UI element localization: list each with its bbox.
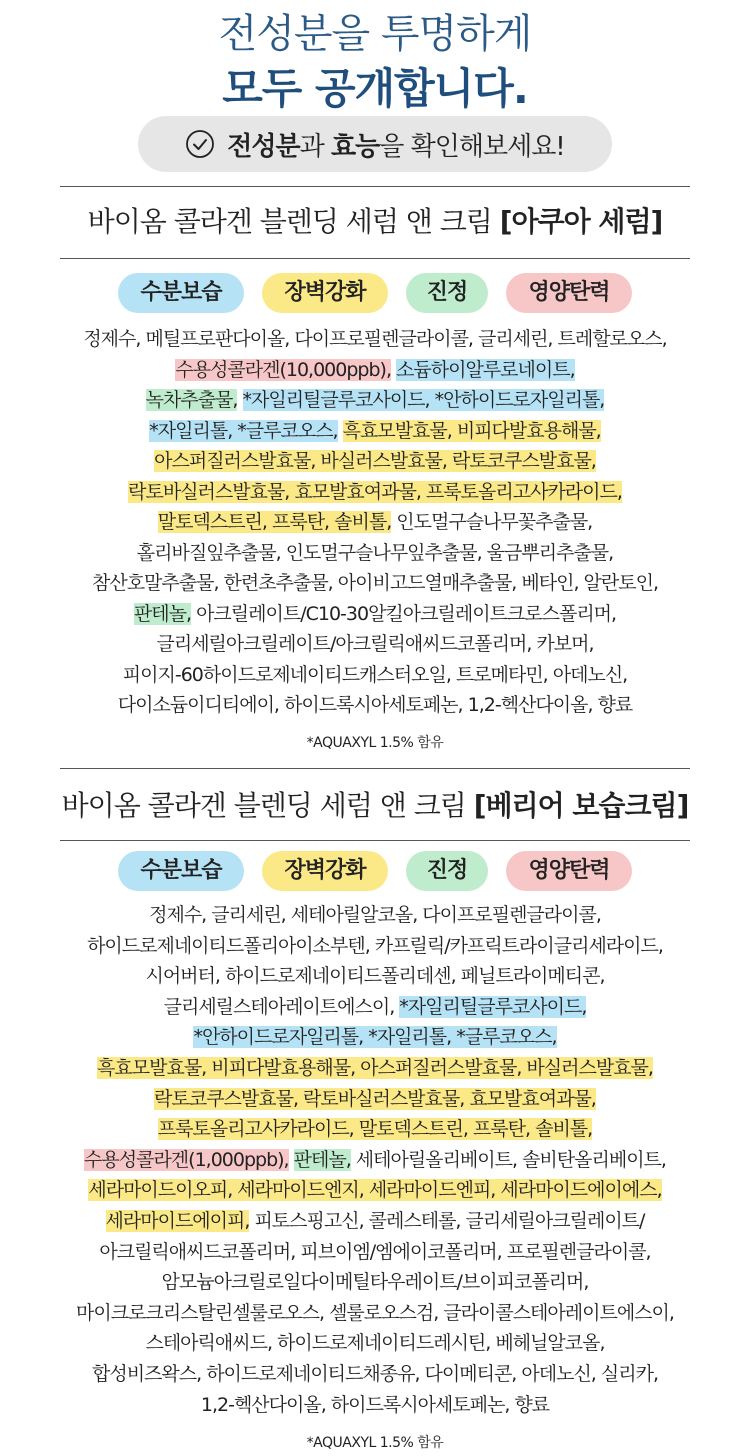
section2-effect-badges: [0, 851, 750, 891]
ingredient-text: 1,2-헥산다이올, 하이드록시아세토페논, 향료: [200, 1393, 550, 1416]
badge-barrier: 장벽강화: [262, 273, 388, 313]
badge-barrier: 장벽강화: [262, 851, 388, 891]
ingredient-text: 인도멀구슬나무꽃추출물,: [391, 511, 593, 533]
ingredient-text: 암모늄아크릴로일다이메틸타우레이트/브이피코폴리머,: [161, 1271, 589, 1294]
ingredient-line: [40, 568, 710, 599]
ingredient-text: 다이소듐이디티에이, 하이드록시아세토페논, 1,2-헥산다이올, 향료: [117, 694, 633, 716]
hero-title-line1: 전성분을 투명하게: [218, 11, 532, 57]
ingredient-text: 피이지-60하이드로제네이티드캐스터오일, 트로메타민, 아데노신,: [122, 663, 628, 686]
ingredient-line: [40, 690, 710, 721]
badge-soothing: 진정: [406, 273, 488, 313]
ingredient-text: [289, 1149, 294, 1171]
ingredient-text: 마이크로크리스탈린셀룰로오스, 셀룰로오스검, 글라이콜스테아레이트에스이,: [76, 1301, 674, 1324]
highlighted-ingredient: *자일리틸글루코사이드,: [399, 995, 587, 1018]
highlighted-ingredient: 수용성콜라겐(10,000ppb),: [175, 358, 391, 381]
badge-moisture: 수분보습: [118, 273, 244, 313]
ingredient-line: [40, 629, 710, 660]
ingredient-line: [40, 900, 710, 931]
ingredient-text: 정제수, 글리세린, 세테아릴알코올, 다이프로필렌글라이콜,: [149, 904, 601, 926]
ingredient-line: [40, 1298, 710, 1329]
ingredient-text: 세테아릴올리베이트, 솔비탄올리베이트,: [350, 1148, 666, 1171]
ingredient-line: [40, 416, 710, 447]
highlighted-ingredient: 말토덱스트린, 프룩탄, 솔비톨,: [157, 511, 392, 533]
ingredient-line: [40, 1359, 710, 1390]
ingredient-line: [40, 1022, 710, 1053]
section1-effect-badges: [0, 273, 750, 313]
highlighted-ingredient: *안하이드로자일리톨, *자일리톨, *글루코오스,: [193, 1026, 557, 1049]
badge-elasticity: 영양탄력: [506, 273, 632, 313]
ingredient-text: 피토스핑고신, 콜레스테롤, 글리세릴아크릴레이트/: [249, 1209, 645, 1232]
section2-title: 바이옴 콜라겐 블렌딩 세럼 앤 크림 [베리어 보습크림]: [61, 789, 689, 822]
ingredient-line: [40, 324, 710, 355]
highlighted-ingredient: 흑효모발효물, 비피다발효용해물,: [342, 419, 601, 442]
divider: [60, 768, 690, 769]
ingredient-line: [40, 1390, 710, 1421]
ingredient-text: 합성비즈왁스, 하이드로제네이티드채종유, 다이메티콘, 아데노신, 실리카,: [92, 1362, 658, 1385]
divider: [60, 258, 690, 259]
badge-soothing: 진정: [406, 851, 488, 891]
ingredient-line: [40, 507, 710, 538]
ingredient-text: 아크릴레이트/C10-30알킬아크릴레이트크로스폴리머,: [191, 602, 617, 625]
divider: [60, 186, 690, 187]
ingredient-line: [40, 992, 710, 1023]
highlighted-ingredient: 아스퍼질러스발효물, 바실러스발효물, 락토코쿠스발효물,: [154, 450, 596, 472]
highlighted-ingredient: 녹차추출물,: [145, 389, 238, 411]
ingredient-text: [237, 389, 242, 411]
ingredient-line: [40, 1084, 710, 1115]
banner-text: 전성분과 효능을 확인해보세요!: [227, 131, 565, 162]
ingredient-line: [40, 538, 710, 569]
highlighted-ingredient: 수용성콜라겐(1,000ppb),: [84, 1148, 289, 1171]
section2-ingredient-list: [40, 900, 710, 1420]
badge-elasticity: 영양탄력: [506, 851, 632, 891]
badge-moisture: 수분보습: [118, 851, 244, 891]
highlighted-ingredient: 세라마이드이오피, 세라마이드엔지, 세라마이드엔피, 세라마이드에이에스,: [88, 1179, 662, 1202]
ingredient-line: [40, 931, 710, 962]
ingredient-line: [40, 385, 710, 416]
ingredient-line: [40, 1328, 710, 1359]
divider: [60, 840, 690, 841]
check-circle-icon: [185, 129, 215, 159]
highlighted-ingredient: 소듐하이알루로네이트,: [396, 358, 575, 381]
highlighted-ingredient: 흑효모발효물, 비피다발효용해물, 아스퍼질러스발효물, 바실러스발효물,: [97, 1056, 653, 1079]
ingredient-line: [40, 355, 710, 386]
highlighted-ingredient: *자일리톨, *글루코오스,: [149, 419, 338, 442]
section1-note: *AQUAXYL 1.5% 함유: [306, 735, 444, 751]
hero-title-line2: 모두 공개합니다.: [222, 64, 528, 113]
highlighted-ingredient: 프룩토올리고사카라이드, 말토덱스트린, 프룩탄, 솔비톨,: [157, 1118, 593, 1141]
ingredient-line: [40, 660, 710, 691]
ingredient-line: [40, 477, 710, 508]
ingredient-line: [40, 1114, 710, 1145]
highlighted-ingredient: 락토코쿠스발효물, 락토바실러스발효물, 효모발효여과물,: [154, 1087, 596, 1110]
ingredient-text: 시어버터, 하이드로제네이티드폴리데센, 페닐트라이메티콘,: [145, 965, 605, 988]
ingredient-line: [40, 1175, 710, 1206]
ingredient-line: [40, 1237, 710, 1268]
section1-title: 바이옴 콜라겐 블렌딩 세럼 앤 크림 [아쿠아 세럼]: [87, 205, 663, 238]
ingredient-line: [40, 446, 710, 477]
highlighted-ingredient: 락토바실러스발효물, 효모발효여과물, 프룩토올리고사카라이드,: [128, 480, 622, 503]
ingredient-line: [40, 961, 710, 992]
highlighted-ingredient: *자일리틸글루코사이드, *안하이드로자일리톨,: [242, 389, 605, 411]
ingredient-text: 정제수, 메틸프로판다이올, 다이프로필렌글라이콜, 글리세린, 트레할로오스,: [83, 328, 667, 350]
section2-note: *AQUAXYL 1.5% 함유: [306, 1435, 444, 1451]
ingredient-text: 홀리바질잎추출물, 인도멀구슬나무잎추출물, 울금뿌리추출물,: [136, 541, 614, 564]
ingredient-text: 아크릴릭애씨드코폴리머, 피브이엠/엠에이코폴리머, 프로필렌글라이콜,: [99, 1240, 651, 1263]
ingredient-line: [40, 599, 710, 630]
ingredient-line: [40, 1053, 710, 1084]
highlighted-ingredient: 판테놀,: [133, 602, 192, 625]
section1-ingredient-list: [40, 324, 710, 721]
ingredient-text: 글리세릴아크릴레이트/아크릴릭애씨드코폴리머, 카보머,: [156, 633, 594, 655]
highlighted-ingredient: 세라마이드에이피,: [105, 1209, 250, 1232]
ingredient-text: 스테아릭애씨드, 하이드로제네이티드레시틴, 베헤닐알코올,: [145, 1332, 605, 1355]
ingredient-text: [338, 420, 343, 442]
ingredient-line: [40, 1267, 710, 1298]
ingredient-line: [40, 1206, 710, 1237]
highlighted-ingredient: 판테놀,: [293, 1148, 351, 1171]
check-ingredients-banner: [138, 116, 612, 172]
ingredient-text: 글리세릴스테아레이트에스이,: [163, 995, 400, 1018]
ingredient-text: 참산호말추출물, 한련초추출물, 아이비고드열매추출물, 베타인, 알란토인,: [92, 572, 658, 594]
ingredient-line: [40, 1145, 710, 1176]
ingredient-text: 하이드로제네이티드폴리아이소부텐, 카프릴릭/카프릭트라이글리세라이드,: [87, 934, 663, 957]
